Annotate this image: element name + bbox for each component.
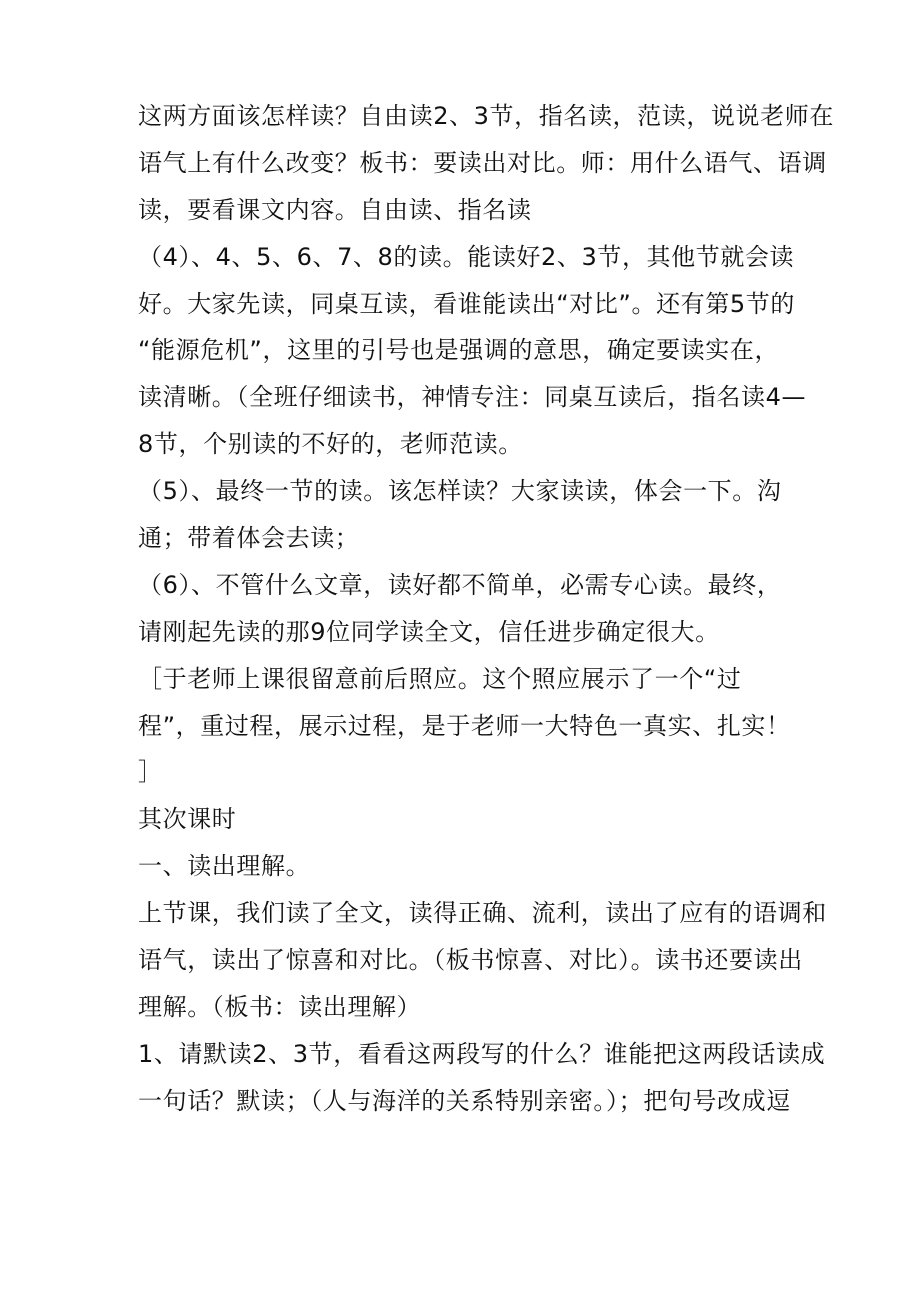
text-line: ［于老师上课很留意前后照应。这个照应展示了一个“过 (138, 664, 742, 693)
text-line: 请刚起先读的那9位同学读全文，信任进步确定很大。 (138, 617, 720, 646)
text-line: （6）、不管什么文章，读好都不简单，必需专心读。最终， (138, 570, 782, 599)
text-line: 程”，重过程，展示过程，是于老师一大特色一真实、扎实！ (138, 711, 791, 740)
text-line: 上节课，我们读了全文，读得正确、流利，读出了应有的语调和 (138, 899, 827, 928)
text-line: （5）、最终一节的读。该怎样读？大家读读，体会一下。沟 (138, 477, 782, 506)
text-line: 这两方面该怎样读？自由读2、3节，指名读，范读，说说老师在 (138, 102, 834, 130)
text-line: ］ (138, 758, 163, 787)
text-line: 通；带着体会去读； (138, 524, 360, 553)
text-line: 语气，读出了惊喜和对比。（板书惊喜、对比）。读书还要读出 (138, 946, 803, 975)
text-line: “能源危机”，这里的引号也是强调的意思，确定要读实在， (138, 336, 780, 365)
text-line: 理解。（板书：读出理解） (138, 992, 422, 1021)
text-line: 8节，个别读的不好的，老师范读。 (138, 430, 523, 459)
text-line: 1、请默读2、3节，看看这两段写的什么？谁能把这两段话读成 (138, 1039, 826, 1068)
section-heading: 其次课时 (138, 805, 237, 834)
subsection-heading: 一、读出理解。 (138, 852, 311, 881)
text-line: 读，要看课文内容。自由读、指名读 (138, 195, 532, 224)
text-line: 好。大家先读，同桌互读，看谁能读出“对比”。还有第5节的 (138, 289, 795, 318)
text-line: 语气上有什么改变？板书：要读出对比。师：用什么语气、语调 (138, 148, 827, 177)
text-line: 一句话？默读；（人与海洋的关系特别亲密。）；把句号改成逗 (138, 1086, 791, 1115)
document-body (138, 102, 834, 1136)
text-line: 读清晰。（全班仔细读书，神情专注：同桌互读后，指名读4— (138, 383, 807, 412)
text-line: （4）、4、5、6、7、8的读。能读好2、3节，其他节就会读 (138, 242, 795, 271)
